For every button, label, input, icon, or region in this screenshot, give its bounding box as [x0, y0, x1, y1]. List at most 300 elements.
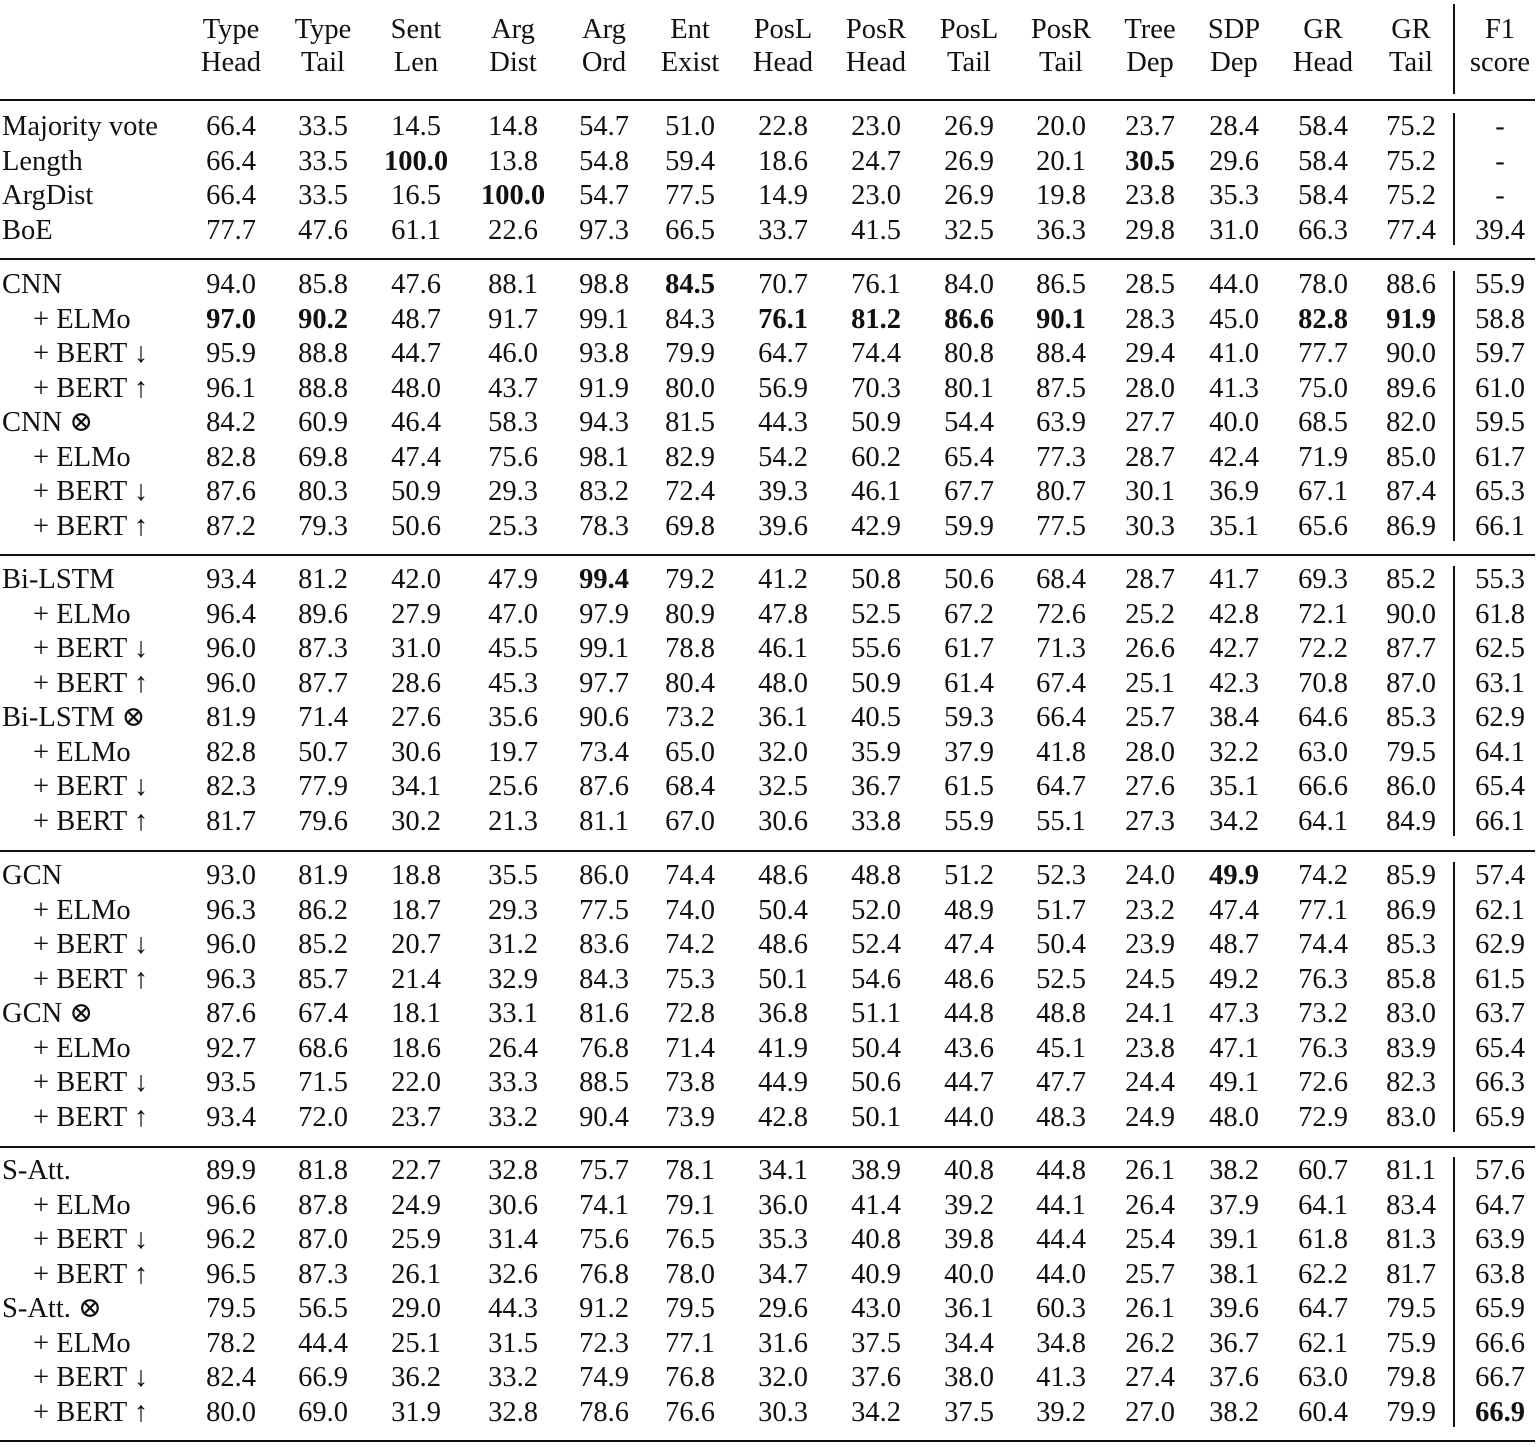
- table-cell: 58.4: [1298, 111, 1348, 142]
- table-cell: 87.2: [206, 510, 256, 542]
- table-cell: 73.2: [665, 702, 715, 734]
- table-cell: 83.6: [579, 929, 629, 961]
- table-cell: 87.0: [1386, 667, 1436, 699]
- table-cell: 86.6: [944, 303, 994, 335]
- table-cell: 76.3: [1298, 963, 1348, 995]
- table-cell: 25.6: [488, 771, 538, 803]
- table-cell: 83.0: [1386, 1101, 1436, 1133]
- table-cell: 74.4: [1298, 929, 1348, 961]
- table-cell: 75.6: [579, 1224, 629, 1256]
- table-cell: 56.9: [758, 372, 808, 404]
- table-cell: 62.1: [1475, 894, 1525, 926]
- table-cell: 21.3: [488, 805, 538, 837]
- table-cell: 75.2: [1386, 111, 1436, 142]
- table-cell: 79.1: [665, 1189, 715, 1221]
- table-cell: 78.6: [579, 1396, 629, 1428]
- table-cell: 81.7: [206, 805, 256, 837]
- column-header-line: Sent: [390, 14, 442, 45]
- table-cell: 99.1: [579, 303, 629, 335]
- table-cell: 78.1: [665, 1155, 715, 1186]
- table-cell: 79.9: [665, 338, 715, 370]
- table-cell: 81.7: [1386, 1258, 1436, 1290]
- table-cell: 35.1: [1209, 771, 1259, 803]
- table-cell: 44.0: [1036, 1258, 1086, 1290]
- table-cell: -: [1495, 180, 1505, 212]
- table-cell: 32.6: [488, 1258, 538, 1290]
- table-cell: 36.2: [391, 1362, 441, 1394]
- row-label: + ELMo: [33, 303, 131, 335]
- table-cell: 32.5: [944, 214, 994, 246]
- table-cell: 52.5: [1036, 963, 1086, 995]
- table-cell: 77.1: [665, 1327, 715, 1359]
- column-divider: [1453, 1157, 1455, 1427]
- row-label: + BERT ↑: [33, 667, 149, 699]
- table-cell: 72.9: [1298, 1101, 1348, 1133]
- table-cell: 52.5: [851, 598, 901, 630]
- row-label: Bi-LSTM: [2, 564, 115, 595]
- table-cell: 45.0: [1209, 303, 1259, 335]
- table-cell: 22.6: [488, 214, 538, 246]
- table-cell: 58.4: [1298, 180, 1348, 212]
- table-cell: 81.9: [206, 702, 256, 734]
- table-cell: 36.7: [1209, 1327, 1259, 1359]
- row-label: + BERT ↑: [33, 963, 149, 995]
- table-cell: 28.7: [1125, 564, 1175, 595]
- column-header: [940, 13, 999, 79]
- table-cell: 77.4: [1386, 214, 1436, 246]
- table-cell: 95.9: [206, 338, 256, 370]
- table-cell: 87.0: [298, 1224, 348, 1256]
- table-cell: 33.5: [298, 145, 348, 177]
- table-cell: 43.6: [944, 1032, 994, 1064]
- table-cell: 61.4: [944, 667, 994, 699]
- table-cell: 27.0: [1125, 1396, 1175, 1428]
- column-header-line: Exist: [660, 47, 720, 78]
- table-cell: 74.1: [579, 1189, 629, 1221]
- row-label: + ELMo: [33, 1032, 131, 1064]
- table-cell: 41.9: [758, 1032, 808, 1064]
- row-label: GCN: [2, 860, 63, 891]
- table-cell: 90.0: [1386, 598, 1436, 630]
- table-cell: 96.1: [206, 372, 256, 404]
- column-header: [295, 13, 352, 79]
- table-cell: 42.7: [1209, 633, 1259, 665]
- table-cell: 50.6: [851, 1067, 901, 1099]
- table-cell: 48.6: [944, 963, 994, 995]
- table-cell: 70.8: [1298, 667, 1348, 699]
- table-cell: 50.9: [851, 667, 901, 699]
- table-cell: 20.1: [1036, 145, 1086, 177]
- column-header-line: PosL: [753, 14, 813, 45]
- table-cell: 85.2: [1386, 564, 1436, 595]
- table-cell: 29.8: [1125, 214, 1175, 246]
- table-cell: 74.4: [665, 860, 715, 891]
- table-cell: 80.1: [944, 372, 994, 404]
- table-cell: 63.1: [1475, 667, 1525, 699]
- table-cell: 26.9: [944, 111, 994, 142]
- column-header: [661, 13, 720, 79]
- table-cell: 50.4: [851, 1032, 901, 1064]
- table-cell: 66.3: [1298, 214, 1348, 246]
- table-cell: 54.7: [579, 180, 629, 212]
- table-cell: 74.2: [665, 929, 715, 961]
- table-cell: 43.7: [488, 372, 538, 404]
- table-cell: 85.3: [1386, 929, 1436, 961]
- table-cell: 37.5: [944, 1396, 994, 1428]
- table-cell: 33.5: [298, 111, 348, 142]
- table-cell: 23.9: [1125, 929, 1175, 961]
- table-cell: 72.6: [1036, 598, 1086, 630]
- column-divider: [1453, 271, 1455, 541]
- table-cell: 26.4: [488, 1032, 538, 1064]
- table-cell: 64.1: [1298, 1189, 1348, 1221]
- table-cell: 16.5: [391, 180, 441, 212]
- table-cell: 76.5: [665, 1224, 715, 1256]
- column-header-line: Tail: [301, 47, 345, 78]
- table-cell: 63.0: [1298, 736, 1348, 768]
- table-cell: 77.5: [1036, 510, 1086, 542]
- table-cell: 73.9: [665, 1101, 715, 1133]
- table-cell: 74.4: [851, 338, 901, 370]
- table-cell: 78.0: [665, 1258, 715, 1290]
- table-cell: 76.8: [579, 1258, 629, 1290]
- table-cell: 22.0: [391, 1067, 441, 1099]
- table-cell: 54.2: [758, 441, 808, 473]
- table-cell: 96.6: [206, 1189, 256, 1221]
- row-label: + BERT ↓: [33, 771, 149, 803]
- table-cell: 77.1: [1298, 894, 1348, 926]
- table-cell: 28.7: [1125, 441, 1175, 473]
- table-cell: 87.7: [1386, 633, 1436, 665]
- table-cell: 88.5: [579, 1067, 629, 1099]
- table-cell: 66.4: [1036, 702, 1086, 734]
- column-header-line: Arg: [582, 14, 626, 45]
- row-label: + BERT ↑: [33, 1101, 149, 1133]
- table-cell: 88.8: [298, 338, 348, 370]
- table-cell: 49.1: [1209, 1067, 1259, 1099]
- table-cell: 69.8: [298, 441, 348, 473]
- table-cell: 24.7: [851, 145, 901, 177]
- table-cell: 33.2: [488, 1362, 538, 1394]
- table-cell: 41.5: [851, 214, 901, 246]
- table-cell: 65.6: [1298, 510, 1348, 542]
- table-cell: 37.9: [944, 736, 994, 768]
- column-header-line: Tail: [947, 47, 991, 78]
- table-cell: 36.1: [758, 702, 808, 734]
- table-cell: 77.7: [206, 214, 256, 246]
- column-header: [1389, 13, 1433, 79]
- table-cell: 66.6: [1298, 771, 1348, 803]
- table-cell: 47.4: [1209, 894, 1259, 926]
- table-cell: 67.7: [944, 476, 994, 508]
- row-label: + ELMo: [33, 736, 131, 768]
- table-cell: 25.3: [488, 510, 538, 542]
- column-header: [1208, 13, 1260, 79]
- table-cell: 84.3: [579, 963, 629, 995]
- table-cell: 74.0: [665, 894, 715, 926]
- table-cell: 79.5: [1386, 736, 1436, 768]
- table-cell: 48.3: [1036, 1101, 1086, 1133]
- table-cell: 82.8: [206, 441, 256, 473]
- table-cell: 33.2: [488, 1101, 538, 1133]
- table-cell: 68.4: [665, 771, 715, 803]
- table-cell: 48.0: [1209, 1101, 1259, 1133]
- table-cell: 30.6: [758, 805, 808, 837]
- table-cell: 25.4: [1125, 1224, 1175, 1256]
- table-cell: 37.9: [1209, 1189, 1259, 1221]
- table-cell: 40.9: [851, 1258, 901, 1290]
- table-cell: 48.7: [391, 303, 441, 335]
- table-cell: 85.8: [1386, 963, 1436, 995]
- table-cell: 87.8: [298, 1189, 348, 1221]
- table-cell: 91.2: [579, 1293, 629, 1325]
- table-cell: 77.5: [665, 180, 715, 212]
- table-cell: 38.4: [1209, 702, 1259, 734]
- table-cell: 30.5: [1125, 145, 1175, 177]
- table-cell: 58.4: [1298, 145, 1348, 177]
- row-label: CNN ⊗: [2, 407, 94, 439]
- table-cell: 80.8: [944, 338, 994, 370]
- table-cell: 44.0: [944, 1101, 994, 1133]
- table-cell: 47.4: [391, 441, 441, 473]
- table-cell: 39.6: [758, 510, 808, 542]
- table-cell: 18.7: [391, 894, 441, 926]
- table-cell: 68.4: [1036, 564, 1086, 595]
- table-cell: 81.2: [851, 303, 901, 335]
- table-cell: 72.8: [665, 998, 715, 1030]
- table-cell: 90.2: [298, 303, 348, 335]
- table-cell: 79.5: [206, 1293, 256, 1325]
- table-cell: 62.5: [1475, 633, 1525, 665]
- table-cell: 83.2: [579, 476, 629, 508]
- table-cell: 50.1: [758, 963, 808, 995]
- table-cell: 88.8: [298, 372, 348, 404]
- column-divider: [1453, 4, 1455, 94]
- bottom-rule: [0, 1440, 1535, 1442]
- table-cell: 99.1: [579, 633, 629, 665]
- table-cell: 32.0: [758, 736, 808, 768]
- table-cell: 26.6: [1125, 633, 1175, 665]
- table-cell: 25.7: [1125, 1258, 1175, 1290]
- table-cell: -: [1495, 145, 1505, 177]
- table-cell: 36.0: [758, 1189, 808, 1221]
- table-cell: 18.6: [391, 1032, 441, 1064]
- table-cell: 96.3: [206, 963, 256, 995]
- column-header: [391, 13, 442, 79]
- table-cell: 35.9: [851, 736, 901, 768]
- table-cell: 67.2: [944, 598, 994, 630]
- table-cell: 87.6: [206, 998, 256, 1030]
- table-cell: 47.7: [1036, 1067, 1086, 1099]
- table-cell: 31.6: [758, 1327, 808, 1359]
- table-cell: 29.3: [488, 894, 538, 926]
- table-cell: 81.5: [665, 407, 715, 439]
- table-cell: 34.8: [1036, 1327, 1086, 1359]
- table-cell: 61.8: [1298, 1224, 1348, 1256]
- table-cell: 96.0: [206, 667, 256, 699]
- row-label: + BERT ↑: [33, 372, 149, 404]
- table-cell: 72.6: [1298, 1067, 1348, 1099]
- table-cell: 85.7: [298, 963, 348, 995]
- table-cell: 41.3: [1209, 372, 1259, 404]
- table-cell: 27.7: [1125, 407, 1175, 439]
- table-cell: 18.8: [391, 860, 441, 891]
- table-cell: 56.5: [298, 1293, 348, 1325]
- table-cell: 50.4: [758, 894, 808, 926]
- table-cell: 71.4: [298, 702, 348, 734]
- table-cell: 70.7: [758, 269, 808, 300]
- table-cell: 20.0: [1036, 111, 1086, 142]
- row-label: + ELMo: [33, 1327, 131, 1359]
- table-cell: 30.3: [758, 1396, 808, 1428]
- table-cell: 39.6: [1209, 1293, 1259, 1325]
- row-label: GCN ⊗: [2, 998, 94, 1030]
- table-cell: 47.1: [1209, 1032, 1259, 1064]
- table-cell: 44.8: [1036, 1155, 1086, 1186]
- table-cell: 62.9: [1475, 702, 1525, 734]
- table-cell: 32.0: [758, 1362, 808, 1394]
- table-cell: 48.7: [1209, 929, 1259, 961]
- table-cell: 23.0: [851, 180, 901, 212]
- table-cell: 93.4: [206, 564, 256, 595]
- table-cell: 36.1: [944, 1293, 994, 1325]
- row-label: + ELMo: [33, 598, 131, 630]
- table-cell: 27.4: [1125, 1362, 1175, 1394]
- table-cell: 97.0: [206, 303, 256, 335]
- table-cell: 26.1: [1125, 1293, 1175, 1325]
- table-cell: 30.3: [1125, 510, 1175, 542]
- table-cell: 100.0: [383, 145, 449, 177]
- table-cell: 79.8: [1386, 1362, 1436, 1394]
- table-cell: 28.3: [1125, 303, 1175, 335]
- table-cell: 82.9: [665, 441, 715, 473]
- table-cell: 57.6: [1475, 1155, 1525, 1186]
- table-cell: 44.7: [391, 338, 441, 370]
- table-cell: 40.8: [851, 1224, 901, 1256]
- table-cell: 82.8: [206, 736, 256, 768]
- table-cell: 40.0: [944, 1258, 994, 1290]
- table-cell: 61.8: [1475, 598, 1525, 630]
- table-cell: 27.9: [391, 598, 441, 630]
- table-cell: 29.3: [488, 476, 538, 508]
- table-cell: 65.3: [1475, 476, 1525, 508]
- table-cell: 69.3: [1298, 564, 1348, 595]
- table-cell: 60.7: [1298, 1155, 1348, 1186]
- table-cell: 40.8: [944, 1155, 994, 1186]
- table-cell: 83.0: [1386, 998, 1436, 1030]
- table-cell: 26.1: [1125, 1155, 1175, 1186]
- table-cell: 94.0: [206, 269, 256, 300]
- table-cell: 33.1: [488, 998, 538, 1030]
- table-cell: 51.2: [944, 860, 994, 891]
- table-cell: 45.1: [1036, 1032, 1086, 1064]
- table-cell: 38.2: [1209, 1396, 1259, 1428]
- table-cell: 76.3: [1298, 1032, 1348, 1064]
- table-cell: 36.3: [1036, 214, 1086, 246]
- table-cell: 85.2: [298, 929, 348, 961]
- table-cell: 90.1: [1036, 303, 1086, 335]
- table-cell: 25.1: [1125, 667, 1175, 699]
- table-cell: 88.1: [488, 269, 538, 300]
- table-cell: 59.4: [665, 145, 715, 177]
- table-cell: 30.6: [488, 1189, 538, 1221]
- table-cell: 14.5: [391, 111, 441, 142]
- table-cell: 63.0: [1298, 1362, 1348, 1394]
- table-cell: 66.4: [206, 145, 256, 177]
- table-cell: 31.5: [488, 1327, 538, 1359]
- table-cell: 100.0: [480, 180, 546, 212]
- table-cell: 98.8: [579, 269, 629, 300]
- table-cell: 22.7: [391, 1155, 441, 1186]
- table-cell: 81.8: [298, 1155, 348, 1186]
- group-rule: [0, 850, 1535, 852]
- table-cell: 31.0: [1209, 214, 1259, 246]
- table-cell: 79.3: [298, 510, 348, 542]
- table-cell: 40.5: [851, 702, 901, 734]
- table-cell: 44.4: [298, 1327, 348, 1359]
- table-cell: 61.7: [944, 633, 994, 665]
- row-label: + BERT ↓: [33, 476, 149, 508]
- table-cell: 39.2: [1036, 1396, 1086, 1428]
- column-header: [201, 13, 261, 79]
- table-cell: 75.2: [1386, 180, 1436, 212]
- table-cell: 43.0: [851, 1293, 901, 1325]
- table-cell: 23.8: [1125, 1032, 1175, 1064]
- table-cell: 60.3: [1036, 1293, 1086, 1325]
- table-cell: 90.0: [1386, 338, 1436, 370]
- column-header-line: Dist: [489, 47, 537, 78]
- table-cell: 44.8: [944, 998, 994, 1030]
- table-cell: 82.3: [1386, 1067, 1436, 1099]
- table-cell: 86.9: [1386, 894, 1436, 926]
- column-header: [753, 13, 813, 79]
- table-cell: 47.3: [1209, 998, 1259, 1030]
- table-cell: 84.5: [665, 269, 715, 300]
- table-cell: 48.8: [851, 860, 901, 891]
- table-cell: 96.3: [206, 894, 256, 926]
- column-header-line: Dep: [1210, 47, 1258, 78]
- table-cell: 51.1: [851, 998, 901, 1030]
- group-rule: [0, 1146, 1535, 1148]
- table-cell: 33.3: [488, 1067, 538, 1099]
- table-cell: 32.8: [488, 1155, 538, 1186]
- table-cell: 63.9: [1475, 1224, 1525, 1256]
- table-cell: 26.2: [1125, 1327, 1175, 1359]
- table-cell: 72.1: [1298, 598, 1348, 630]
- table-cell: 50.7: [298, 736, 348, 768]
- table-cell: 42.3: [1209, 667, 1259, 699]
- table-cell: 58.8: [1475, 303, 1525, 335]
- table-cell: 77.5: [579, 894, 629, 926]
- table-cell: 39.1: [1209, 1224, 1259, 1256]
- table-cell: 87.6: [579, 771, 629, 803]
- table-cell: 87.4: [1386, 476, 1436, 508]
- table-cell: 48.0: [758, 667, 808, 699]
- table-cell: 61.5: [944, 771, 994, 803]
- row-label: + BERT ↓: [33, 1067, 149, 1099]
- table-cell: 30.2: [391, 805, 441, 837]
- table-cell: 85.8: [298, 269, 348, 300]
- row-label: + BERT ↓: [33, 338, 149, 370]
- table-cell: 67.0: [665, 805, 715, 837]
- row-label: Length: [2, 145, 83, 177]
- column-divider: [1453, 862, 1455, 1132]
- table-cell: 70.3: [851, 372, 901, 404]
- table-cell: 28.4: [1209, 111, 1259, 142]
- table-cell: 76.6: [665, 1396, 715, 1428]
- table-cell: 48.9: [944, 894, 994, 926]
- table-cell: 60.9: [298, 407, 348, 439]
